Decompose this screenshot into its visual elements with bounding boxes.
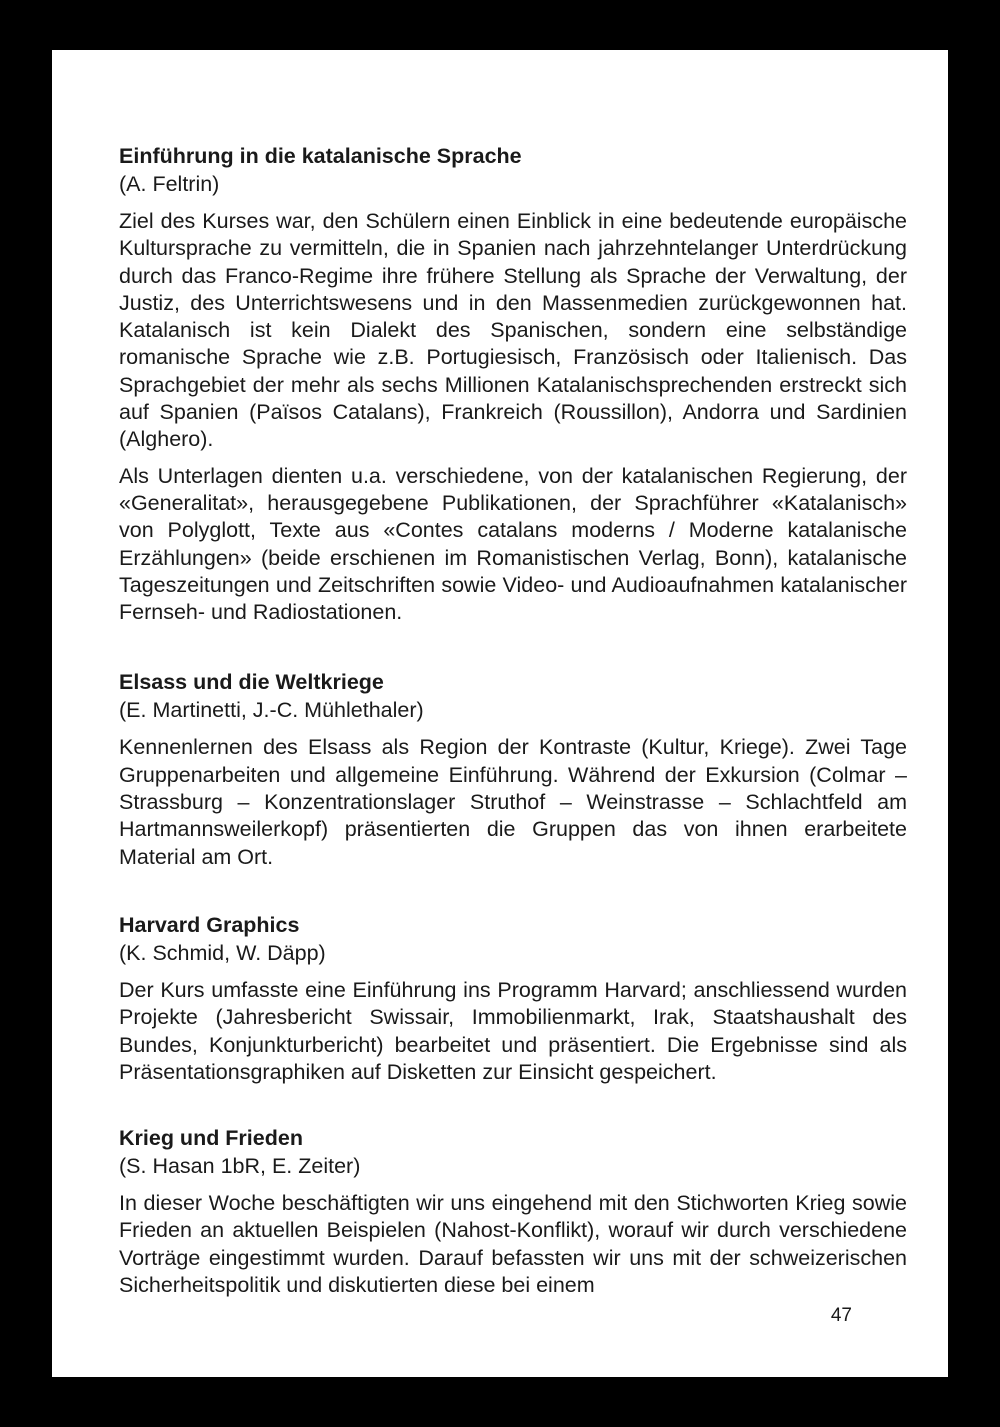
- page-content: [119, 142, 907, 1341]
- section-authors: (E. Martinetti, J.-C. Mühlethaler): [119, 698, 424, 723]
- page-number: 47: [830, 1305, 852, 1326]
- section-authors: (A. Feltrin): [119, 172, 220, 196]
- section-title: Elsass und die Weltkriege: [119, 670, 384, 695]
- section-title: Harvard Graphics: [119, 912, 300, 937]
- section-title: Krieg und Frieden: [119, 1126, 303, 1151]
- section-paragraph: Kennenlernen des Elsass als Region der Kontraste (Kultur, Kriege). Zwei Tage Gruppenarbeiten und allgemeine Einführung. Während der Exkursion (Colmar – Strassburg – Konzentrationslager Struthof – Weinstrasse – Schlachtfeld am Hartmannsweilerkopf) präsentierten die Gruppen das von ihnen erarbeitete Material am Ort.: [119, 735, 907, 869]
- section-elsass: [119, 668, 907, 870]
- section-title: Einführung in die katalanische Sprache: [119, 144, 522, 168]
- document-page: [52, 50, 948, 1377]
- section-krieg-und-frieden: [119, 1124, 907, 1299]
- section-harvard-graphics: [119, 911, 907, 1086]
- section-paragraph: Als Unterlagen dienten u.a. verschiedene, von der katalanischen Regierung, der «Generalitat», herausgegebene Publikationen, der Sprachführer «Katalanisch» von Polyglott, Texte aus «Contes catalans moderns / Moderne katalanische Erzählungen» (beide erschienen im Romanistischen Verlag, Bonn), katalanische Tageszeitungen und Zeitschriften sowie Video- und Audioaufnahmen katalanischer Fernseh- und Radiostationen.: [119, 463, 907, 625]
- section-paragraph: Ziel des Kurses war, den Schülern einen Einblick in eine bedeutende europäische Kultursprache zu vermitteln, die in Spanien nach jahrzehntelanger Unterdrückung durch das Franco-Regime ihre frühere Stellung als Sprache der Verwaltung, der Justiz, des Unterrichtswesens und in den Massenmedien zurückgewonnen hat. Katalanisch ist kein Dialekt des Spanischen, sondern eine selbständige romanische Sprache wie z.B. Portugiesisch, Französisch oder Italienisch. Das Sprachgebiet der mehr als sechs Millionen Katalanischsprechenden erstreckt sich auf Spanien (Països Catalans), Frankreich (Roussillon), Andorra und Sardinien (Alghero).: [119, 209, 907, 452]
- section-paragraph: Der Kurs umfasste eine Einführung ins Programm Harvard; anschliessend wurden Projekte (Jahresbericht Swissair, Immobilienmarkt, Irak, Staatshaushalt des Bundes, Konjunkturbericht) bearbeitet und präsentiert. Die Ergebnisse sind als Präsentationsgraphiken auf Disketten zur Einsicht gespeichert.: [119, 977, 907, 1084]
- section-katalanisch: [119, 142, 907, 626]
- section-paragraph: In dieser Woche beschäftigten wir uns eingehend mit den Stichworten Krieg sowie Frieden an aktuellen Beispielen (Nahost-Konflikt), worauf wir durch verschiedene Vorträge eingestimmt wurden. Darauf befassten wir uns mit der schweizerischen Sicherheitspolitik und diskutierten diese bei einem: [119, 1191, 907, 1298]
- section-authors: (S. Hasan 1bR, E. Zeiter): [119, 1154, 361, 1179]
- section-authors: (K. Schmid, W. Däpp): [119, 940, 326, 965]
